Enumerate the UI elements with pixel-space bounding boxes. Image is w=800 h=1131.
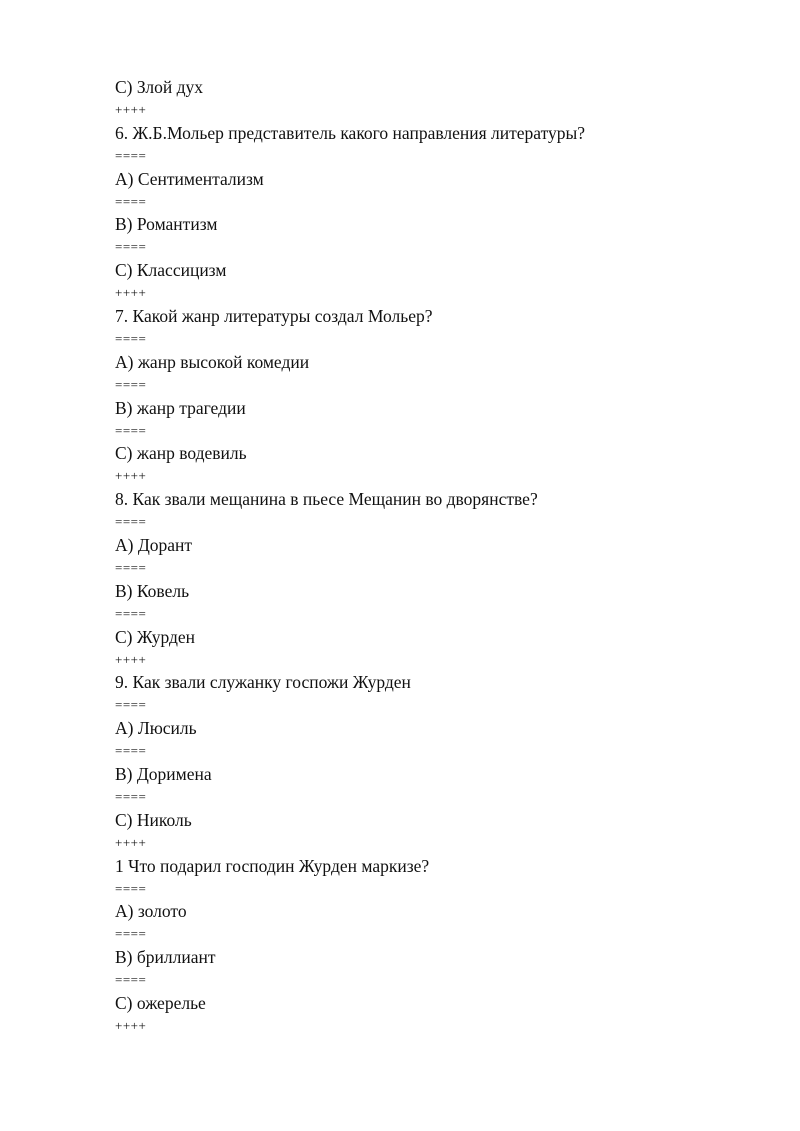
answer-option: A) Сентиментализм [115, 168, 264, 189]
option-separator: ==== [115, 376, 147, 392]
answer-option: C) Классицизм [115, 260, 227, 281]
question-text: 1 Что подарил господин Журден маркизе? [115, 855, 430, 876]
question-end-separator: ++++ [115, 102, 147, 117]
question-text: 8. Как звали мещанина в пьесе Мещанин во дворянстве? [115, 489, 538, 510]
option-separator: ==== [115, 972, 147, 988]
option-separator: ==== [115, 239, 147, 255]
question-text: 7. Какой жанр литературы создал Мольер? [115, 305, 433, 326]
answer-option: A) Дорант [115, 534, 193, 555]
answer-option: B) бриллиант [115, 947, 216, 968]
answer-option: A) Люсиль [115, 718, 197, 739]
option-separator: ==== [115, 880, 147, 896]
question-end-separator: ++++ [115, 1017, 147, 1033]
answer-option: C) Злой дух [115, 77, 204, 97]
option-separator: ==== [115, 514, 147, 530]
answer-option: A) золото [115, 901, 187, 922]
answer-option: B) жанр трагедии [115, 397, 246, 418]
question-end-separator: ++++ [115, 285, 147, 301]
answer-option: C) ожерелье [115, 992, 206, 1013]
option-separator: ==== [115, 926, 147, 942]
question-text: 6. Ж.Б.Мольер представитель какого направления литературы? [115, 122, 586, 143]
option-separator: ==== [115, 422, 147, 438]
test-questions-list [115, 76, 755, 1038]
answer-option: B) Романтизм [115, 214, 218, 235]
question-end-separator: ++++ [115, 651, 147, 667]
option-separator: ==== [115, 147, 147, 163]
option-separator: ==== [115, 330, 147, 346]
option-separator: ==== [115, 697, 147, 713]
question-text: 9. Как звали служанку госпожи Журден [115, 672, 411, 693]
question-end-separator: ++++ [115, 834, 147, 850]
answer-option: C) Николь [115, 809, 192, 830]
option-separator: ==== [115, 743, 147, 759]
option-separator: ==== [115, 193, 147, 209]
answer-option: A) жанр высокой комедии [115, 351, 310, 372]
answer-option: C) жанр водевиль [115, 443, 247, 464]
answer-option: B) Доримена [115, 763, 212, 784]
option-separator: ==== [115, 559, 147, 575]
option-separator: ==== [115, 605, 147, 621]
answer-option: B) Ковель [115, 580, 190, 601]
option-separator: ==== [115, 788, 147, 804]
question-end-separator: ++++ [115, 468, 147, 484]
answer-option: C) Журден [115, 626, 196, 647]
